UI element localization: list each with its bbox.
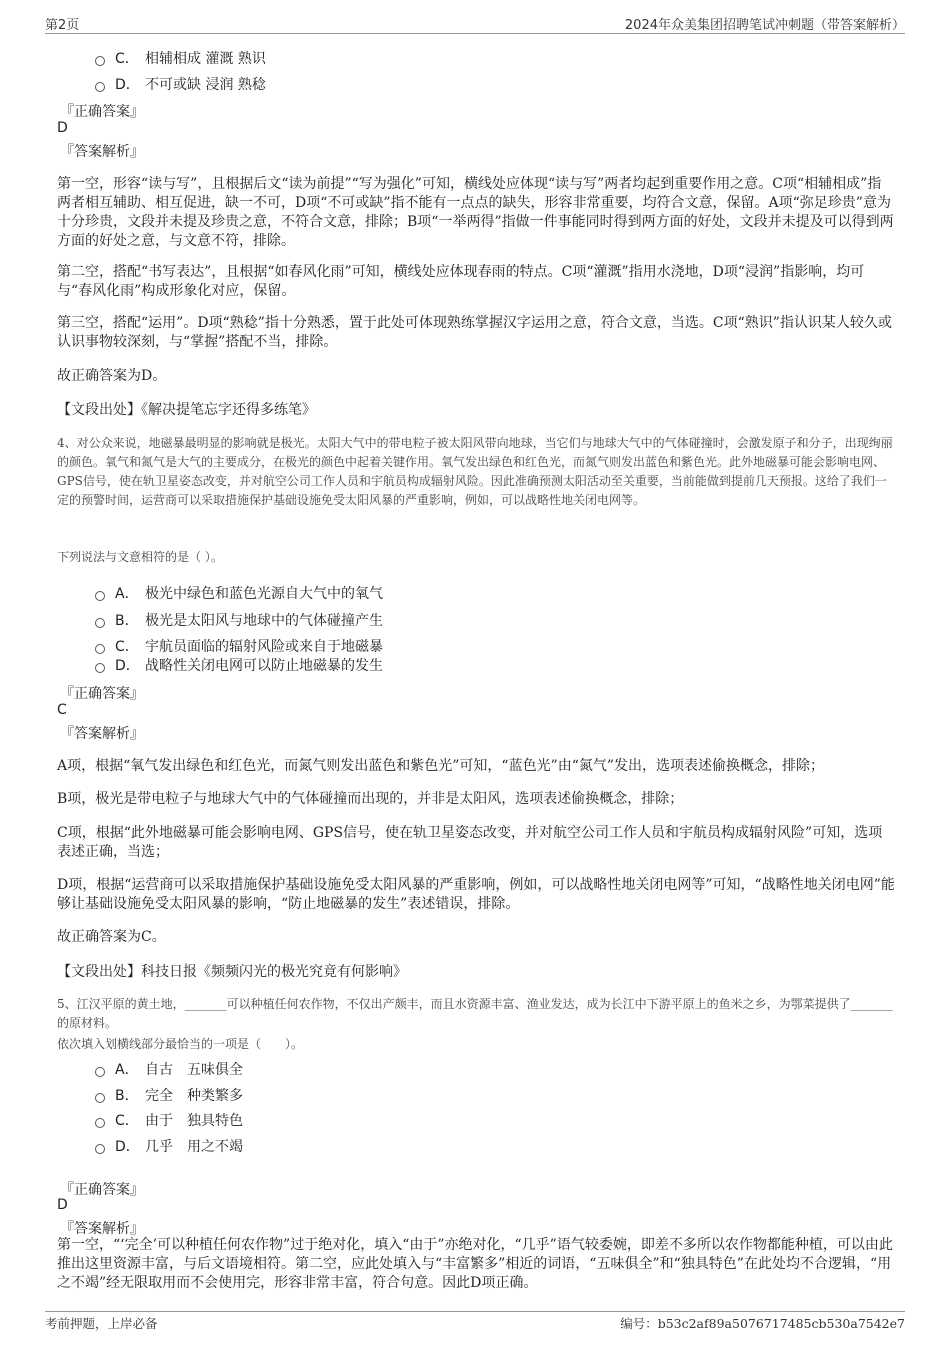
q5-option-d[interactable]: D． 几乎 用之不竭 <box>95 1136 243 1156</box>
q5-stem: 5、江汉平原的黄土地，_______可以种植任何农作物，不仅出产颇丰，而且水资源丰富、渔业发达，成为长江中下游平原上的鱼米之乡，为鄂菜提供了_______的原材料。 <box>57 997 893 1030</box>
q5-option-c[interactable]: C． 由于 独具特色 <box>95 1110 243 1130</box>
q4-answer: C <box>57 702 67 718</box>
q3-analysis-label: 『答案解析』 <box>60 144 144 160</box>
q4-prompt: 下列说法与文意相符的是（ ）。 <box>57 550 223 564</box>
radio-icon[interactable] <box>95 1067 105 1077</box>
q3-source: 【文段出处】《解决提笔忘字还得多练笔》 <box>57 402 316 418</box>
q5-option-a[interactable]: A． 自古 五味俱全 <box>95 1059 243 1079</box>
q3-option-c[interactable]: C． 相辅相成 灌溉 熟识 <box>95 48 266 68</box>
q4-analysis-c: C项，根据“此外地磁暴可能会影响电网、GPS信号，使在轨卫星姿态改变，并对航空公司工作人员和宇航员构成辐射风险”可知，选项表述正确，当选； <box>57 825 883 860</box>
q5-option-b[interactable]: B． 完全 种类繁多 <box>95 1085 243 1105</box>
q5-answer: D <box>57 1197 68 1213</box>
document-id: 编号：b53c2af89a5076717485cb530a7542e7 <box>620 1316 905 1331</box>
radio-icon[interactable] <box>95 1093 105 1103</box>
q3-conclusion: 故正确答案为D。 <box>57 368 167 384</box>
radio-icon[interactable] <box>95 644 105 654</box>
q4-option-b[interactable]: B． 极光是太阳风与地球中的气体碰撞产生 <box>95 610 383 630</box>
document-title: 2024年众美集团招聘笔试冲刺题（带答案解析） <box>624 18 905 33</box>
radio-icon[interactable] <box>95 1144 105 1154</box>
q4-option-c[interactable]: C． 宇航员面临的辐射风险或来自于地磁暴 <box>95 636 383 656</box>
q5-answer-label: 『正确答案』 <box>60 1182 144 1198</box>
q3-analysis-paragraph-1: 第一空，形容“读与写”，且根据后文“读为前提”“写为强化”可知，横线处应体现“读与写”两者均起到重要作用之意。C项“相辅相成”指两者相互辅助、相互促进，缺一不可，D项“不可或缺”指不能有一点点的缺失，形容非常重要，均符合文意，保留。A项“弥足珍贵”意为十分珍贵，文段并未提及珍贵之意，不符合文意，排除；B项“一举两得”指做一件事能同时得到两方面的好处，文段并未提及可以得到两方面的好处之意，与文意不符，排除。 <box>57 176 894 249</box>
radio-icon[interactable] <box>95 82 105 92</box>
radio-icon[interactable] <box>95 591 105 601</box>
q3-analysis-paragraph-3: 第三空，搭配“运用”。D项“熟稔”指十分熟悉，置于此处可体现熟练掌握汉字运用之意，符合文意，当选。C项“熟识”指认识某人较久或认识事物较深刻，与“掌握”搭配不当，排除。 <box>57 315 892 350</box>
radio-icon[interactable] <box>95 618 105 628</box>
radio-icon[interactable] <box>95 56 105 66</box>
q4-source: 【文段出处】科技日报《频频闪光的极光究竟有何影响》 <box>57 964 407 980</box>
radio-icon[interactable] <box>95 663 105 673</box>
header-divider <box>45 33 905 34</box>
q4-answer-label: 『正确答案』 <box>60 686 144 702</box>
q3-analysis-paragraph-2: 第二空，搭配“书写表达”，且根据“如春风化雨”可知，横线处应体现春雨的特点。C项“灌溉”指用水浇地，D项“浸润”指影响，均可与“春风化雨”构成形象化对应，保留。 <box>57 264 865 299</box>
footer-slogan: 考前押题，上岸必备 <box>45 1316 158 1331</box>
q4-analysis-label: 『答案解析』 <box>60 726 144 742</box>
q5-analysis-label: 『答案解析』 <box>60 1221 144 1237</box>
q4-stem: 4、对公众来说，地磁暴最明显的影响就是极光。太阳大气中的带电粒子被太阳风带向地球，当它们与地球大气中的气体碰撞时，会激发原子和分子，出现绚丽的颜色。氧气和氮气是大气的主要成分，在极光的颜色中起着关键作用。氧气发出绿色和红色光，而氮气则发出蓝色和紫色光。此外地磁暴可能会影响电网、GPS信号，使在轨卫星姿态改变，并对航空公司工作人员和宇航员构成辐射风险。因此准确预测太阳活动至关重要，当前能做到提前几天预报。这给了我们一定的预警时间，运营商可以采取措施保护基础设施免受太阳风暴的严重影响，例如，可以战略性地关闭电网等。 <box>57 436 893 507</box>
q4-analysis-d: D项，根据“运营商可以采取措施保护基础设施免受太阳风暴的严重影响，例如，可以战略性地关闭电网等”可知，“战略性地关闭电网”能够让基础设施免受太阳风暴的影响，“防止地磁暴的发生”表述错误，排除。 <box>57 877 895 912</box>
q4-conclusion: 故正确答案为C。 <box>57 929 166 945</box>
q3-answer: D <box>57 120 68 136</box>
q3-answer-label: 『正确答案』 <box>60 104 144 120</box>
q4-option-a[interactable]: A． 极光中绿色和蓝色光源自大气中的氧气 <box>95 583 383 603</box>
radio-icon[interactable] <box>95 1118 105 1128</box>
q3-option-d[interactable]: D． 不可或缺 浸润 熟稔 <box>95 74 266 94</box>
q4-analysis-b: B项，极光是带电粒子与地球大气中的气体碰撞而出现的，并非是太阳风，选项表述偷换概念，排除； <box>57 791 684 807</box>
q5-prompt: 依次填入划横线部分最恰当的一项是（ ）。 <box>57 1037 304 1051</box>
footer-divider <box>45 1311 905 1312</box>
q4-option-d[interactable]: D． 战略性关闭电网可以防止地磁暴的发生 <box>95 655 383 675</box>
q5-analysis: 第一空，“‘完全’可以种植任何农作物”过于绝对化，填入“由于”亦绝对化，“几乎”语气较委婉，即差不多所以农作物都能种植，可以由此推出这里资源丰富，与后文语境相符。第二空，应此处填入与“丰富繁多”相近的词语，“五味俱全”和“独具特色”在此处均不合逻辑，“用之不竭”经无限取用而不会使用完，形容非常丰富，符合句意。因此D项正确。 <box>57 1237 893 1291</box>
q4-analysis-a: A项，根据“氧气发出绿色和红色光，而氮气则发出蓝色和紫色光”可知，“蓝色光”由“氮气”发出，选项表述偷换概念，排除； <box>57 758 825 774</box>
page-number: 第2页 <box>45 18 80 33</box>
